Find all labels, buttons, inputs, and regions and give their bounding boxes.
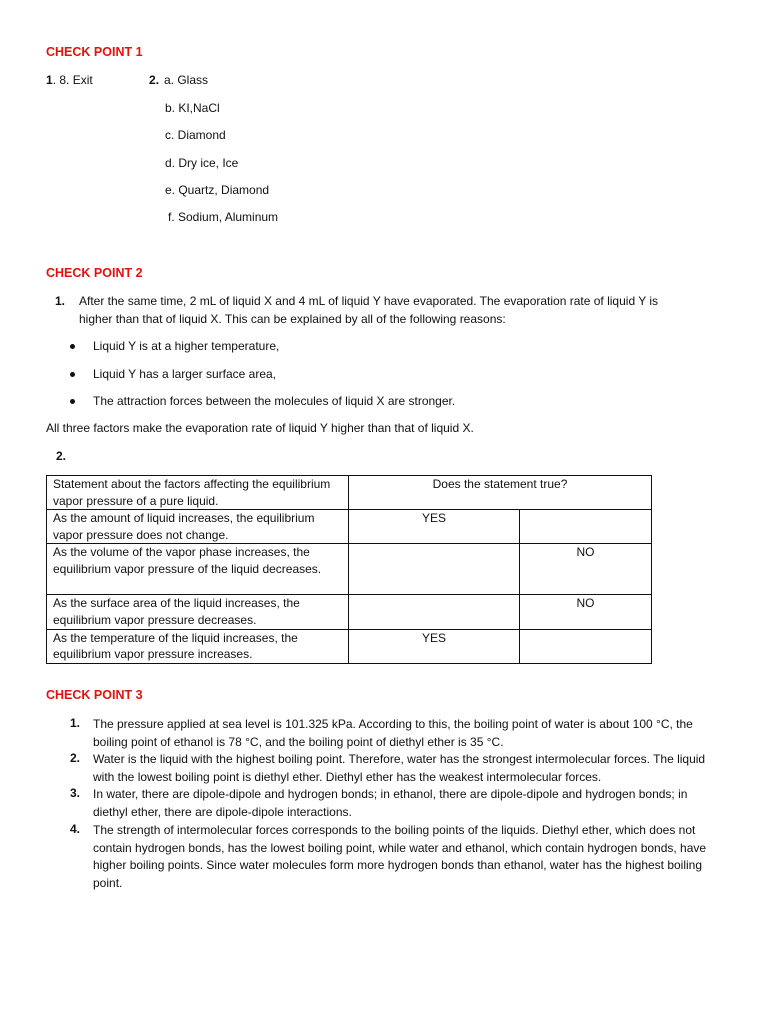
table-cell-statement: As the temperature of the liquid increases, the equilibrium vapor pressure increases.	[47, 629, 349, 663]
cp1-q2-item-f: f. Sodium, Aluminum	[168, 210, 279, 224]
cp1-q2-item-b: b. KI,NaCl	[165, 101, 220, 115]
cp2-conclusion: All three factors make the evaporation rate of liquid Y higher than that of liquid X.	[46, 421, 474, 435]
bullet-icon	[70, 344, 75, 349]
cp1-q2-item-e: e. Quartz, Diamond	[165, 183, 270, 197]
cp2-q1-number: 1.	[55, 294, 66, 308]
cp1-q2-item-d: d. Dry ice, Ice	[165, 156, 239, 170]
cp3-item-1-number: 1.	[70, 716, 81, 730]
cp1-q1-answer: . 8. Exit	[52, 73, 93, 87]
cp3-item-4-text: The strength of intermolecular forces corresponds to the boiling points of the liquids. Diethyl ether, which does not contain hydrogen bonds, has the lowest boiling point, while water and ethanol, which contain hydrogen bonds, have higher boiling points. Since water molecules form more hydrogen bonds than ethanol, water has the highest boiling point.	[93, 823, 707, 890]
table-row	[47, 510, 652, 544]
table-cell-yes	[349, 544, 520, 595]
table-cell-yes	[349, 595, 520, 629]
table-cell-statement: As the amount of liquid increases, the equilibrium vapor pressure does not change.	[47, 510, 349, 544]
cp1-q1-number: 1	[46, 73, 53, 87]
cp3-item-3-number: 3.	[70, 786, 81, 800]
table-cell-no	[520, 510, 652, 544]
table-row	[47, 629, 652, 663]
cp1-q2-number: 2.	[149, 73, 160, 87]
table-cell-no: NO	[520, 544, 652, 595]
table-header-statement: Statement about the factors affecting the equilibrium vapor pressure of a pure liquid.	[47, 476, 349, 510]
table-cell-yes: YES	[349, 629, 520, 663]
cp3-item-2-number: 2.	[70, 751, 81, 765]
table-row	[47, 595, 652, 629]
cp2-bullet-2: Liquid Y has a larger surface area,	[93, 367, 277, 381]
table-header-question: Does the statement true?	[349, 476, 652, 510]
cp3-item-4-number: 4.	[70, 822, 81, 836]
checkpoint-1-heading: CHECK POINT 1	[46, 45, 143, 59]
cp1-q2-item-c: c. Diamond	[165, 128, 226, 142]
checkpoint-2-heading: CHECK POINT 2	[46, 266, 143, 280]
cp1-q2-item-a: a. Glass	[164, 73, 209, 87]
table-header-row	[47, 476, 652, 510]
cp3-item-3-text: In water, there are dipole-dipole and hydrogen bonds; in ethanol, there are dipole-dipole and hydrogen bonds; in diethyl ether, there are dipole-dipole interactions.	[93, 787, 688, 819]
cp1-question-1	[46, 73, 93, 87]
cp2-q1-line-1: After the same time, 2 mL of liquid X and 4 mL of liquid Y have evaporated. The evaporation rate of liquid Y is	[79, 294, 659, 308]
table-row	[47, 544, 652, 595]
cp3-item-2-text: Water is the liquid with the highest boiling point. Therefore, water has the strongest intermolecular forces. The liquid with the lowest boiling point is diethyl ether. Diethyl ether has the weakest intermolecular forces.	[93, 752, 706, 784]
table-cell-yes: YES	[349, 510, 520, 544]
cp2-q2-number: 2.	[56, 449, 67, 463]
table-cell-statement: As the surface area of the liquid increases, the equilibrium vapor pressure decreases.	[47, 595, 349, 629]
table-cell-no: NO	[520, 595, 652, 629]
cp3-item-1-text: The pressure applied at sea level is 101.325 kPa. According to this, the boiling point of water is about 100 °C, the boiling point of ethanol is 78 °C, and the boiling point of diethyl ether is 35 °C.	[93, 717, 693, 749]
table-cell-statement: As the volume of the vapor phase increases, the equilibrium vapor pressure of the liquid decreases.	[47, 544, 349, 595]
table-cell-no	[520, 629, 652, 663]
vapor-pressure-table	[46, 475, 652, 664]
cp2-bullet-3: The attraction forces between the molecules of liquid X are stronger.	[93, 394, 456, 408]
cp2-q1-line-2: higher than that of liquid X. This can be explained by all of the following reasons:	[79, 312, 506, 326]
checkpoint-3-heading: CHECK POINT 3	[46, 688, 143, 702]
bullet-icon	[70, 372, 75, 377]
cp2-bullet-1: Liquid Y is at a higher temperature,	[93, 339, 280, 353]
bullet-icon	[70, 399, 75, 404]
